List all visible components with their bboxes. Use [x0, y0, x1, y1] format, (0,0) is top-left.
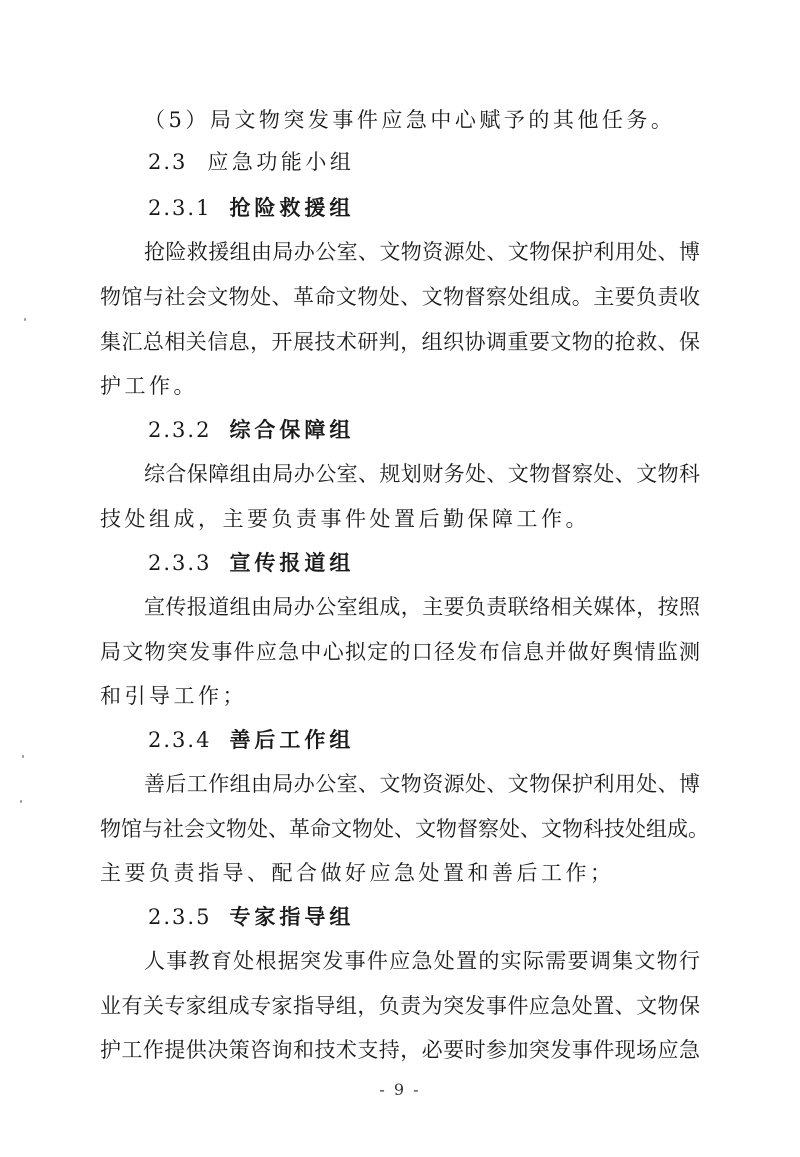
scan-speck [24, 318, 26, 321]
scan-speck [22, 755, 24, 758]
paragraph-line: 护工作。 [100, 374, 198, 398]
page-number: - 9 - [379, 1080, 421, 1099]
paragraph-line: 护工作提供决策咨询和技术支持，必要时参加突发事件现场应急 [100, 1038, 700, 1062]
subsection-heading-2-3-3 [148, 549, 354, 577]
paragraph-line: 宣传报道组由局办公室组成，主要负责联络相关媒体，按照 [144, 595, 700, 619]
section-heading-2-3 [148, 148, 354, 176]
paragraph-line: 业有关专家组成专家指导组，负责为突发事件应急处置、文物保 [100, 994, 700, 1018]
paragraph-line: 善后工作组由局办公室、文物资源处、文物保护利用处、博 [144, 772, 700, 796]
paragraph-line: 物馆与社会文物处、革命文物处、文物督察处、文物科技处组成。 [100, 817, 709, 841]
paragraph-line: 物馆与社会文物处、革命文物处、文物督察处组成。主要负责收 [100, 285, 700, 309]
paragraph-line: 和引导工作； [100, 684, 247, 708]
paragraph-line: 综合保障组由局办公室、规划财务处、文物督察处、文物科 [144, 462, 700, 486]
subsection-title: 宣传报道组 [229, 550, 355, 575]
subsection-heading-2-3-4 [148, 726, 354, 754]
subsection-heading-2-3-1 [148, 194, 354, 222]
subsection-number: 2.3.2 [148, 418, 212, 442]
section-number: 2.3 [148, 150, 188, 174]
subsection-title: 专家指导组 [229, 904, 355, 929]
subsection-number: 2.3.5 [148, 905, 212, 929]
scan-speck [20, 800, 22, 803]
paragraph-line: 技处组成，主要负责事件处置后勤保障工作。 [100, 507, 590, 531]
subsection-title: 善后工作组 [229, 727, 355, 752]
subsection-number: 2.3.3 [148, 551, 212, 575]
paragraph-line: 集汇总相关信息，开展技术研判，组织协调重要文物的抢救、保 [100, 330, 700, 354]
paragraph-line: 局文物突发事件应急中心拟定的口径发布信息并做好舆情监测 [100, 640, 700, 664]
subsection-heading-2-3-2 [148, 416, 354, 444]
subsection-number: 2.3.4 [148, 728, 212, 752]
subsection-heading-2-3-5 [148, 903, 354, 931]
paragraph-line: 主要负责指导、配合做好应急处置和善后工作； [100, 861, 615, 885]
paragraph-line: 人事教育处根据突发事件应急处置的实际需要调集文物行 [144, 949, 700, 973]
subsection-number: 2.3.1 [148, 196, 212, 220]
section-title: 应急功能小组 [207, 150, 355, 174]
subsection-title: 综合保障组 [229, 417, 355, 442]
subsection-title: 抢险救援组 [229, 195, 355, 220]
paragraph-line: 抢险救援组由局办公室、文物资源处、文物保护利用处、博 [144, 240, 700, 264]
paragraph-line: （5）局文物突发事件应急中心赋予的其他任务。 [144, 108, 676, 132]
